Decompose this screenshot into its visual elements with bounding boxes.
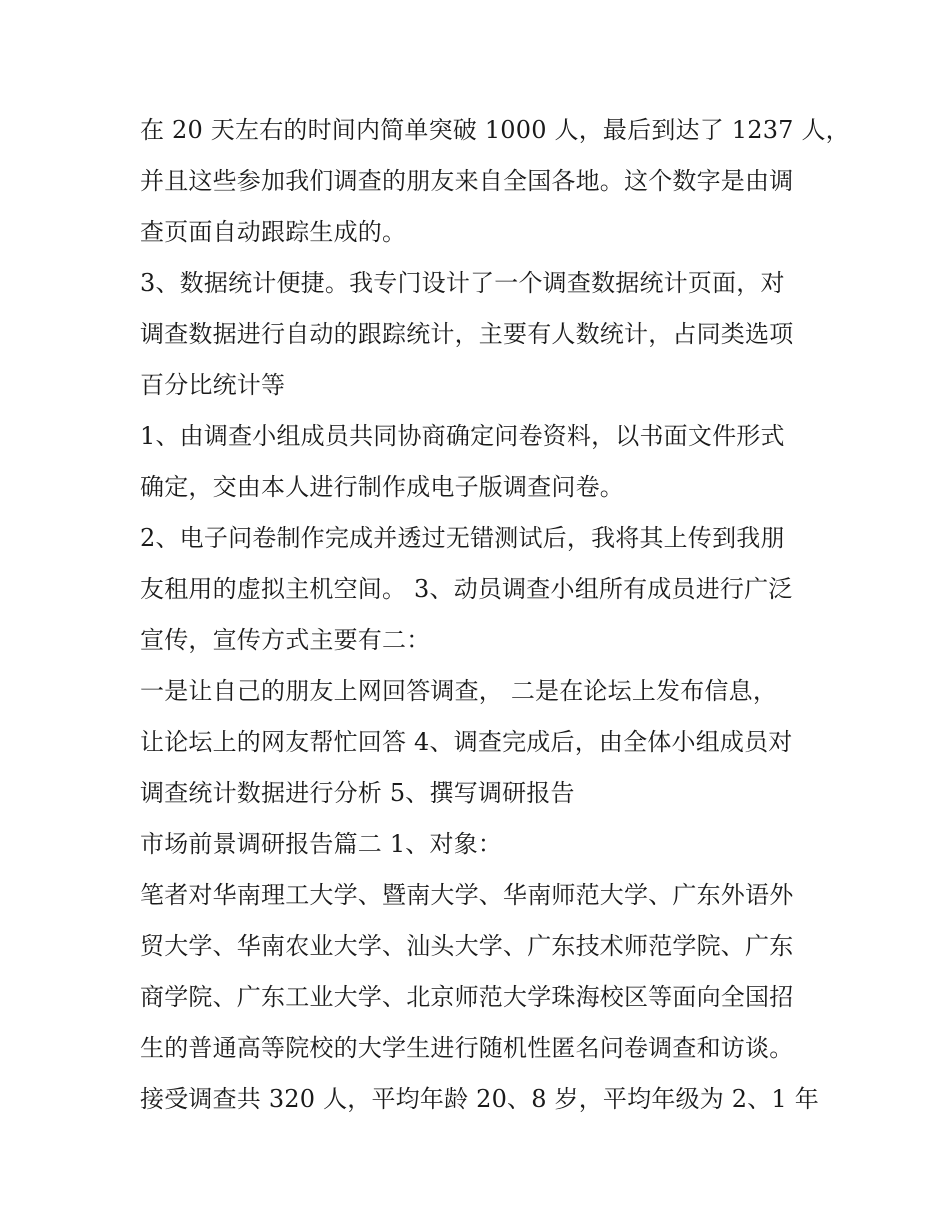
text-line: 百分比统计等 — [140, 371, 286, 399]
text-line: 2、电子问卷制作完成并透过无错测试后，我将其上传到我朋 — [140, 524, 785, 552]
text-line: 贸大学、华南农业大学、汕头大学、广东技术师范学院、广东 — [140, 932, 794, 960]
text-line: 确定，交由本人进行制作成电子版调查问卷。 — [140, 473, 624, 501]
section-heading: 市场前景调研报告篇二 1、对象： — [140, 830, 503, 858]
text-line: 商学院、广东工业大学、北京师范大学珠海校区等面向全国招 — [140, 983, 794, 1011]
text-line: 3、数据统计便捷。我专门设计了一个调查数据统计页面，对 — [140, 269, 785, 297]
text-line: 在 20 天左右的时间内简单突破 1000 人，最后到达了 1237 人， — [140, 116, 850, 144]
text-line: 调查统计数据进行分析 5、撰写调研报告 — [140, 779, 575, 807]
text-line: 1、由调查小组成员共同协商确定问卷资料，以书面文件形式 — [140, 422, 785, 450]
text-line: 调查数据进行自动的跟踪统计，主要有人数统计，占同类选项 — [140, 320, 794, 348]
text-line: 查页面自动跟踪生成的。 — [140, 218, 407, 246]
text-line: 笔者对华南理工大学、暨南大学、华南师范大学、广东外语外 — [140, 881, 794, 909]
text-line: 让论坛上的网友帮忙回答 4、调查完成后，由全体小组成员对 — [140, 728, 793, 756]
text-line: 并且这些参加我们调查的朋友来自全国各地。这个数字是由调 — [140, 167, 794, 195]
text-line: 友租用的虚拟主机空间。 3、动员调查小组所有成员进行广泛 — [140, 575, 793, 603]
text-line: 宣传，宣传方式主要有二： — [140, 626, 431, 654]
text-line: 生的普通高等院校的大学生进行随机性匿名问卷调查和访谈。 — [140, 1034, 794, 1062]
text-line: 一是让自己的朋友上网回答调查， 二是在论坛上发布信息， — [140, 677, 778, 705]
text-line: 接受调查共 320 人，平均年龄 20、8 岁，平均年级为 2、1 年 — [140, 1085, 819, 1113]
